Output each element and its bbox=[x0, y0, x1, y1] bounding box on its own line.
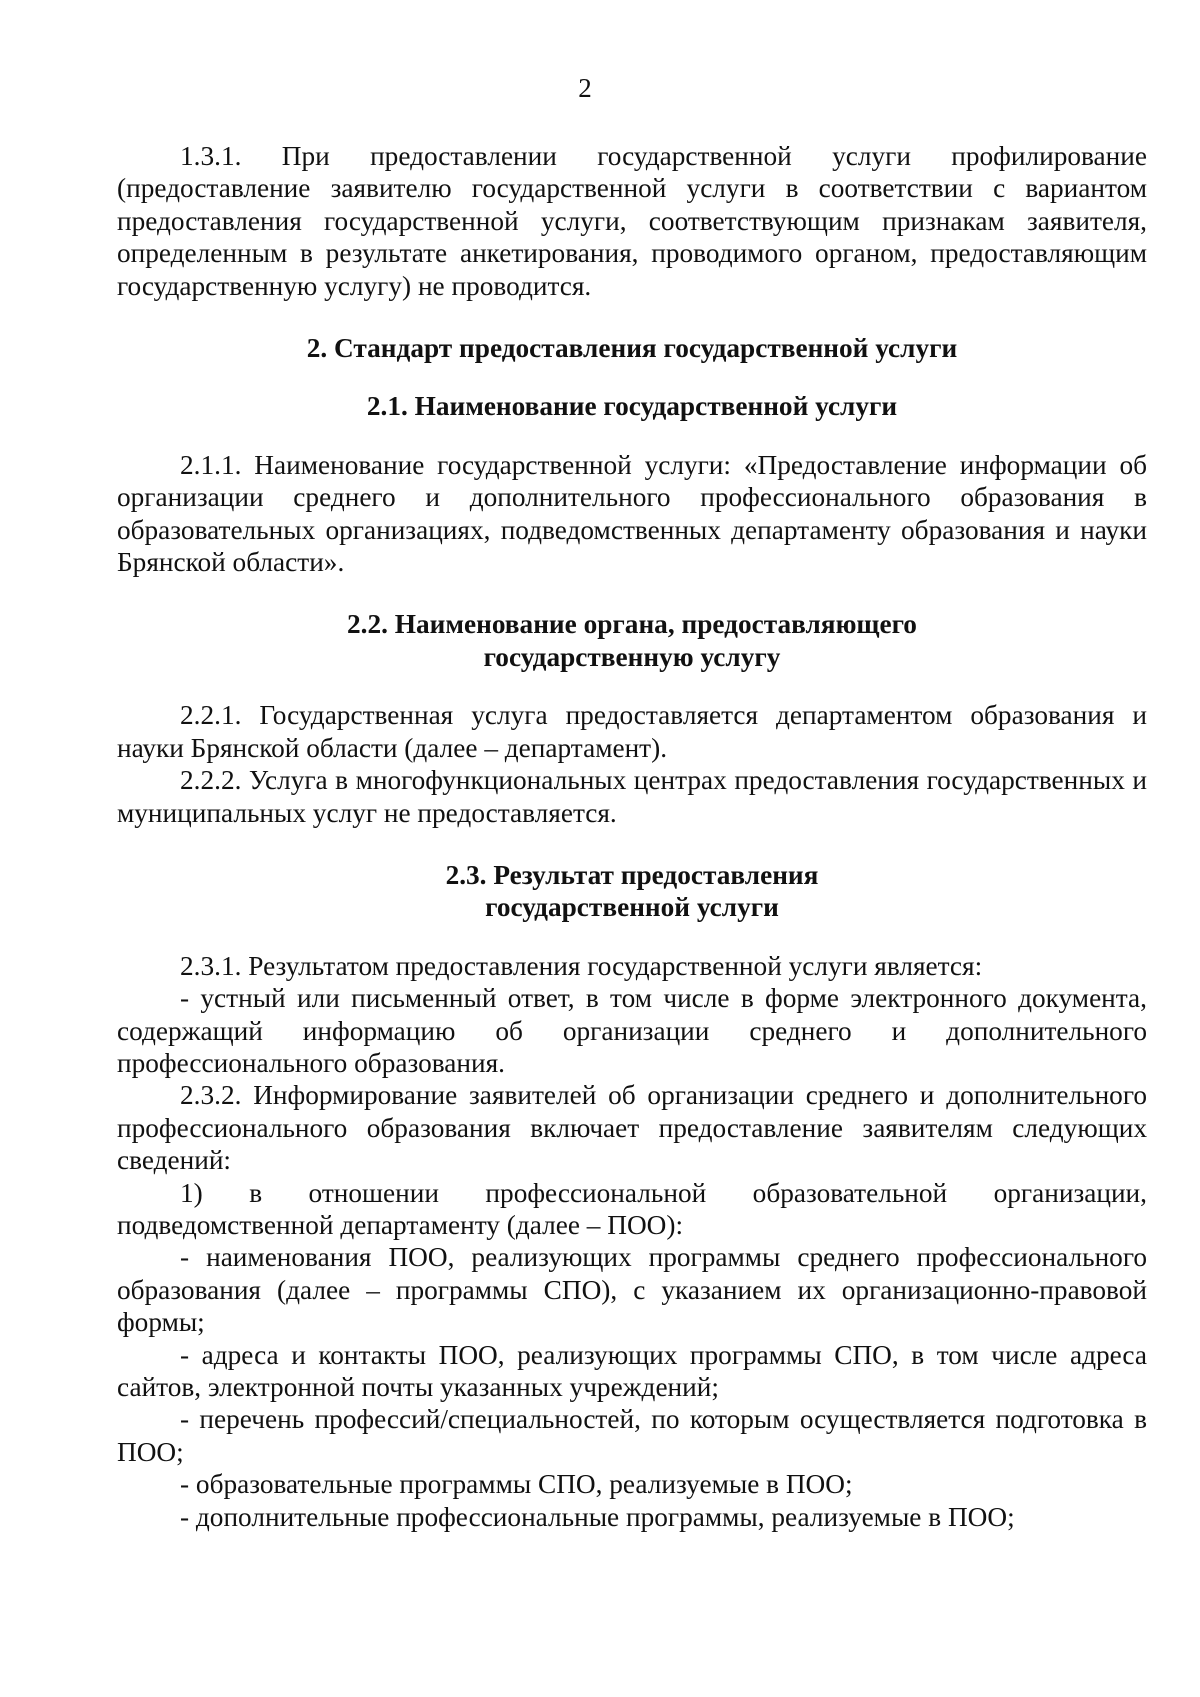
list-item-1: 1) в отношении профессиональной образовательной организации, подведомственной департаменту (далее – ПОО): bbox=[117, 1177, 1147, 1240]
heading-line: государственной услуги bbox=[485, 892, 779, 923]
list-item-spo-programs: - образовательные программы СПО, реализуемые в ПОО; bbox=[180, 1469, 853, 1500]
paragraph-2-3-1: 2.3.1. Результатом предоставления государственной услуги является: bbox=[180, 950, 983, 981]
paragraph-2-2-2: 2.2.2. Услуга в многофункциональных центрах предоставления государственных и муниципальных услуг не предоставляется. bbox=[117, 765, 1147, 828]
list-item-addresses: - адреса и контакты ПОО, реализующих программы СПО, в том числе адреса сайтов, электронной почты указанных учреждений; bbox=[117, 1339, 1147, 1402]
paragraph-2-3-2: 2.3.2. Информирование заявителей об организации среднего и дополнительного профессионального образования включает предоставление заявителям следующих сведений: bbox=[117, 1080, 1147, 1176]
list-item-names: - наименования ПОО, реализующих программы среднего профессионального образования (далее – программы СПО), с указанием их организационно-правовой формы; bbox=[117, 1242, 1147, 1338]
list-item-result: - устный или письменный ответ, в том числе в форме электронного документа, содержащий информацию об организации среднего и дополнительного профессионального образования. bbox=[117, 983, 1147, 1078]
heading-line: 2.2. Наименование органа, предоставляющего bbox=[347, 609, 917, 640]
document-body bbox=[117, 140, 1147, 1533]
page-number: 2 bbox=[578, 73, 592, 103]
heading-section-2-1 bbox=[117, 390, 1147, 422]
heading-line: 2.1. Наименование государственной услуги bbox=[366, 391, 898, 422]
heading-line: государственную услугу bbox=[483, 641, 781, 672]
heading-line: 2.3. Результат предоставления bbox=[445, 859, 819, 890]
paragraph-2-2-1: 2.2.1. Государственная услуга предоставляется департаментом образования и науки Брянской области (далее – департамент). bbox=[117, 700, 1147, 763]
paragraph-1-3-1: 1.3.1. При предоставлении государственной услуги профилирование (предоставление заявителю государственной услуги в соответствии с вариантом предоставления государственной услуги, соответствующим признакам заявителя, определенным в результате анкетирования, проводимого органом, предоставляющим государственную услугу) не проводится. bbox=[117, 141, 1147, 301]
heading-section-2 bbox=[117, 332, 1147, 364]
paragraph-2-1-1: 2.1.1. Наименование государственной услуги: «Предоставление информации об организации среднего и дополнительного профессионального образования в образовательных организациях, подведомственных департаменту образования и науки Брянской области». bbox=[117, 449, 1147, 578]
list-item-professions: - перечень профессий/специальностей, по которым осуществляется подготовка в ПОО; bbox=[117, 1404, 1147, 1467]
heading-section-2-3 bbox=[117, 859, 1147, 924]
list-item-additional-programs: - дополнительные профессиональные программы, реализуемые в ПОО; bbox=[180, 1501, 1015, 1532]
heading-line: 2. Стандарт предоставления государственной услуги bbox=[306, 333, 958, 364]
heading-section-2-2 bbox=[117, 608, 1147, 673]
